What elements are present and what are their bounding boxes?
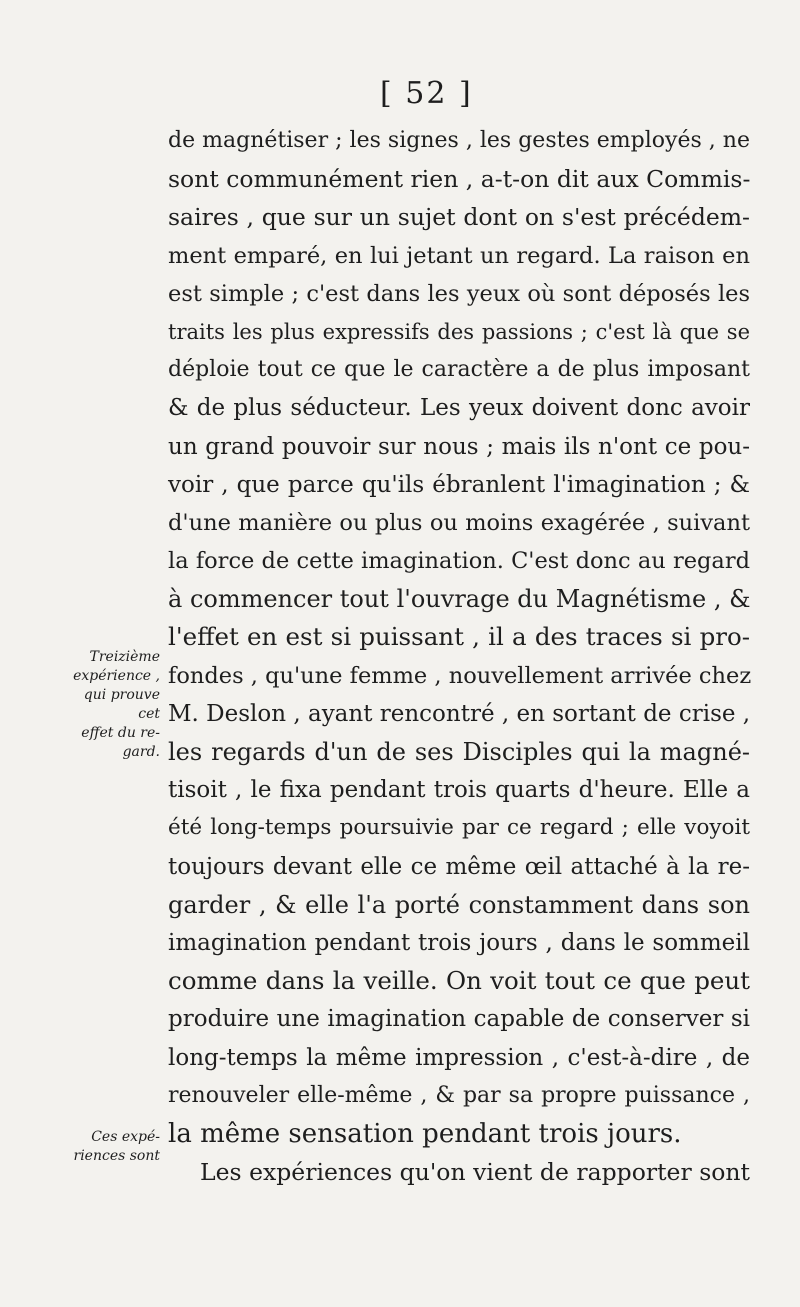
text-line: de magnétiser ; les signes , les gestes employés , ne [168, 128, 750, 153]
text-line: garder , & elle l'a porté constamment dans son [168, 890, 750, 919]
text-line: tisoit , le fixa pendant trois quarts d'heure. Elle a [168, 777, 750, 804]
text-line: renouveler elle-même , & par sa propre puissance , [168, 1082, 750, 1108]
body-text [168, 122, 750, 1191]
margin-note-line: riences sont [73, 1148, 160, 1164]
page-number: [ 52 ] [380, 76, 473, 111]
text-line: la même sensation pendant trois jours. [168, 1118, 682, 1149]
text-line: imagination pendant trois jours , dans le sommeil [168, 929, 750, 956]
text-line: traits les plus expressifs des passions ; c'est là que se [168, 319, 750, 344]
text-line: produire une imagination capable de conserver si [168, 1006, 750, 1033]
text-line: long-temps la même impression , c'est-à-dire , de [168, 1044, 750, 1071]
text-line: M. Deslon , ayant rencontré , en sortant de crise , [168, 700, 751, 727]
margin-note-line: qui prouve cet [83, 687, 160, 722]
margin-note-line: Treizième [89, 649, 160, 665]
text-line: été long-temps poursuivie par ce regard ; elle voyoit [168, 815, 750, 841]
margin-note-line: expérience , [73, 668, 160, 684]
text-line: les regards d'un de ses Disciples qui la magné- [168, 738, 750, 766]
margin-note-line: gard. [122, 744, 160, 760]
text-line: toujours devant elle ce même œil attaché à la re- [168, 853, 750, 880]
text-line: ment emparé, en lui jetant un regard. La raison en [168, 242, 750, 269]
text-line: d'une manière ou plus ou moins exagérée , suivant [168, 509, 750, 536]
text-line: l'effet en est si puissant , il a des traces si pro- [168, 622, 750, 652]
text-line: la force de cette imagination. C'est donc au regard [168, 548, 750, 575]
text-line: saires , que sur un sujet dont on s'est précédem- [168, 203, 750, 232]
text-line: Les expériences qu'on vient de rapporter sont [200, 1158, 750, 1187]
text-line: comme dans la veille. On voit tout ce que peut [168, 966, 750, 996]
text-line: est simple ; c'est dans les yeux où sont déposés les [168, 280, 750, 307]
text-line: déploie tout ce que le caractère a de plus imposant [168, 357, 750, 383]
text-line: sont communément rien , a-t-on dit aux Commis- [168, 165, 751, 194]
text-line: fondes , qu'une femme , nouvellement arrivée chez [168, 662, 752, 689]
margin-note-experiences [60, 1128, 160, 1166]
margin-note-line: effet du re- [81, 725, 160, 741]
text-line: voir , que parce qu'ils ébranlent l'imagination ; & [168, 471, 750, 498]
text-line: à commencer tout l'ouvrage du Magnétisme , & [168, 585, 751, 614]
text-line: un grand pouvoir sur nous ; mais ils n'ont ce pou- [168, 433, 750, 460]
text-line: & de plus séducteur. Les yeux doivent donc avoir [168, 395, 750, 422]
margin-note-treizieme [60, 648, 160, 762]
margin-note-line: Ces expé- [91, 1129, 160, 1145]
